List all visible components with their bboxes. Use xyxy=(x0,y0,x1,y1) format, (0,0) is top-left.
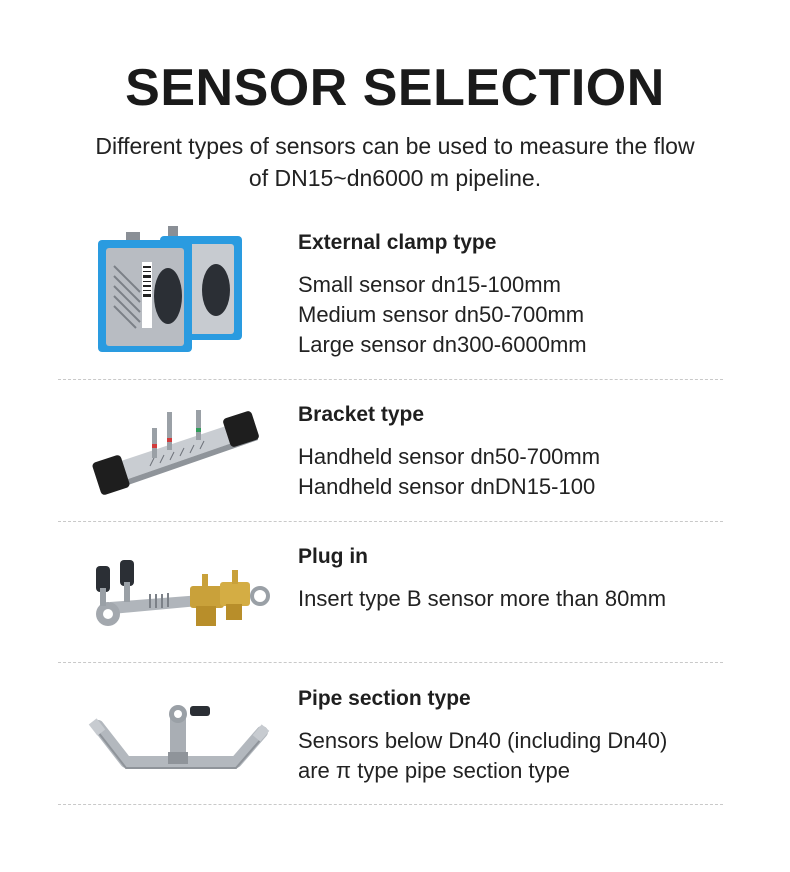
section-line: Small sensor dn15-100mm xyxy=(298,272,561,297)
pipe-section-sensor-icon xyxy=(86,692,271,797)
page-title: SENSOR SELECTION xyxy=(125,59,665,117)
section-text xyxy=(298,686,768,786)
section-divider xyxy=(58,379,723,380)
section-title: Bracket type xyxy=(298,403,425,426)
section-line: Handheld sensor dn50-700mm xyxy=(298,444,601,469)
section-line: Large sensor dn300-6000mm xyxy=(298,332,587,357)
section-text xyxy=(298,544,768,614)
section-title: External clamp type xyxy=(298,231,497,254)
section-line: Sensors below Dn40 (including Dn40) xyxy=(298,728,668,753)
section-text xyxy=(298,402,768,502)
section-line: Insert type B sensor more than 80mm xyxy=(298,586,667,611)
section-divider xyxy=(58,521,723,522)
section-text xyxy=(298,230,768,360)
section-title: Plug in xyxy=(298,545,368,568)
section-divider xyxy=(58,804,723,805)
section-divider xyxy=(58,662,723,663)
bracket-sensor-icon xyxy=(90,398,265,513)
section-line: are π type pipe section type xyxy=(298,758,571,783)
page-subtitle xyxy=(40,130,750,194)
clamp-sensor-icon xyxy=(88,218,258,363)
subtitle-line-2: of DN15~dn6000 m pipeline. xyxy=(248,165,542,191)
plug-in-sensor-icon xyxy=(90,552,275,647)
section-title: Pipe section type xyxy=(298,687,471,710)
section-line: Handheld sensor dnDN15-100 xyxy=(298,474,596,499)
section-line: Medium sensor dn50-700mm xyxy=(298,302,585,327)
subtitle-line-1: Different types of sensors can be used to measure the flow xyxy=(95,133,695,159)
